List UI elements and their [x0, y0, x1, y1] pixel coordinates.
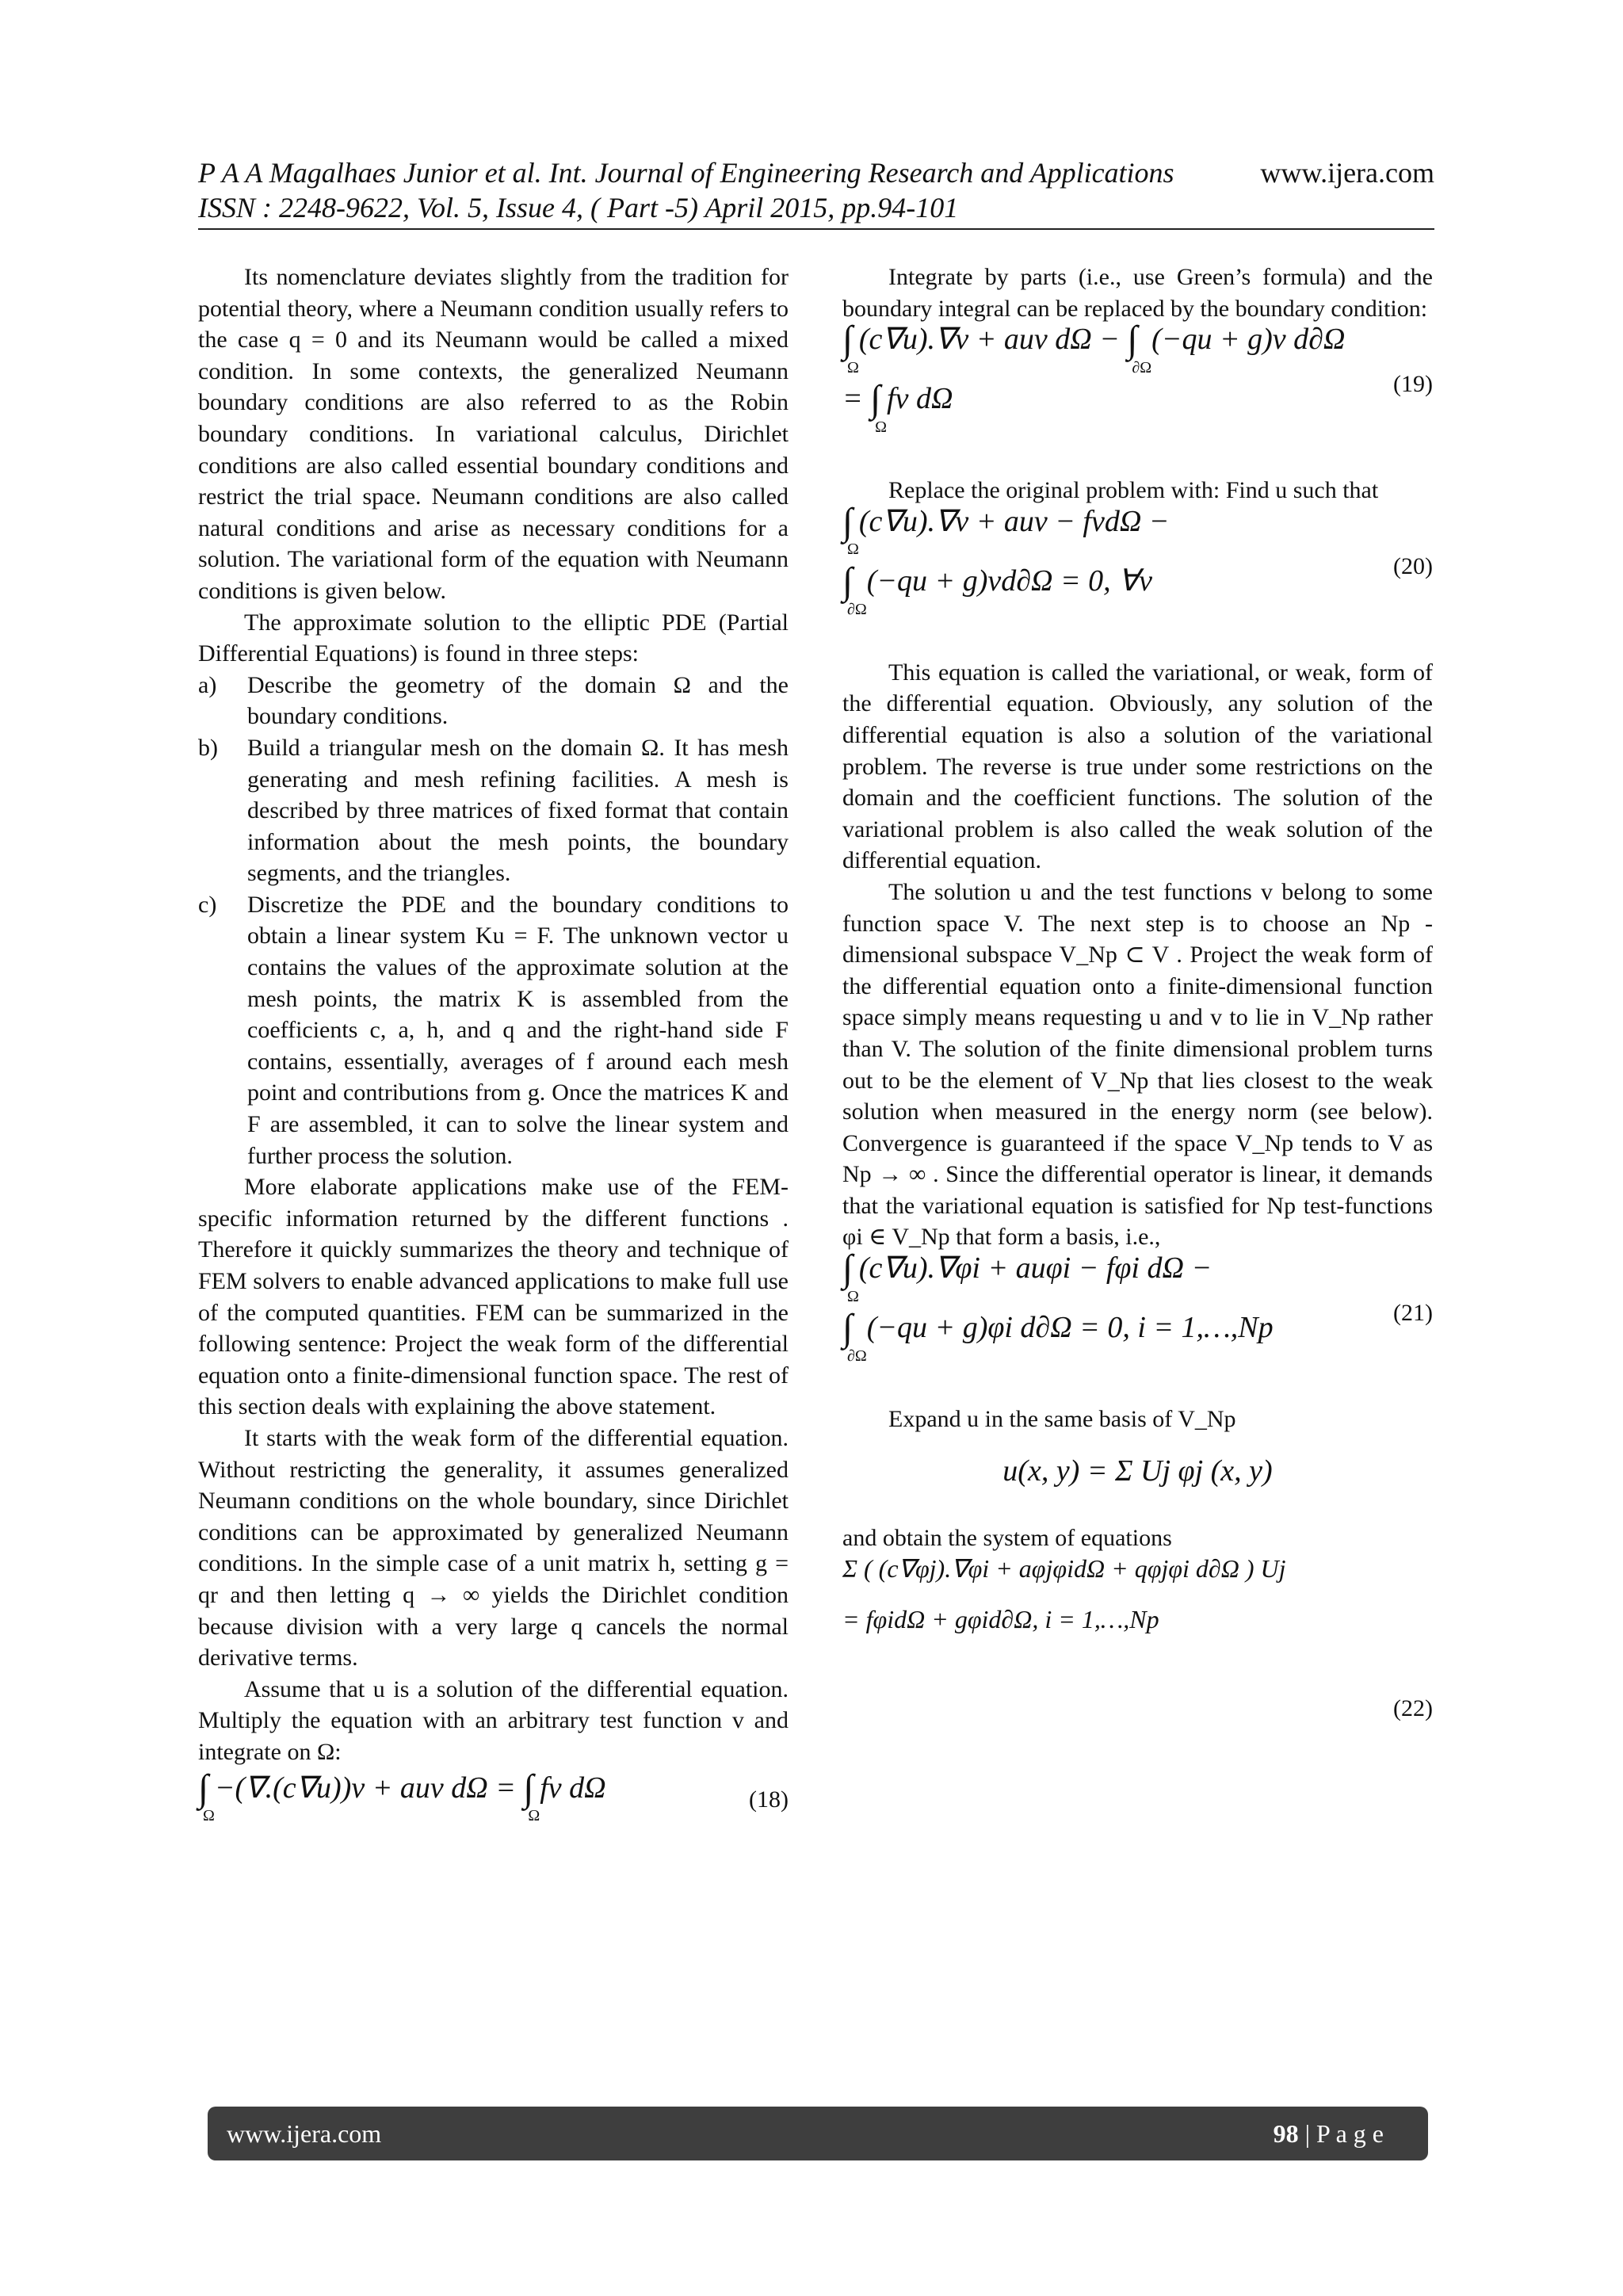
equation-number: (18) — [749, 1786, 789, 1813]
paragraph-variational-form: This equation is called the variational, or weak, form of the differential equation. Obviously, any solution of the differential equation is also a solution of the variational problem. The reverse is true under some restrictions on the domain and the coefficient functions. The solution of the variational problem is also called the weak solution of the differential equation. — [842, 659, 1433, 874]
equation-number: (21) — [1393, 1300, 1433, 1327]
paragraph-expand-u: Expand u in the same basis of V_Np — [888, 1406, 1236, 1433]
steps-list — [198, 670, 789, 1172]
footer-site-link[interactable]: www.ijera.com — [227, 2118, 382, 2148]
equation-18: ∫ Ω −(∇.(c∇u))v + auv dΩ = ∫ Ω fv dΩ (18) — [198, 1767, 789, 1825]
paragraph-approximate-solution: The approximate solution to the elliptic PDE (Partial Differential Equations) is found in three steps: — [198, 609, 789, 667]
left-column — [198, 262, 789, 1849]
equation-number: (19) — [1393, 371, 1433, 398]
header-divider — [198, 228, 1434, 230]
paragraph-system: and obtain the system of equations — [842, 1524, 1172, 1551]
equation-22: Σ ( (c∇φj).∇φi + aφjφidΩ + qφjφi d∂Ω ) Uj = fφidΩ + gφid∂Ω, i = 1,…,Np (22) — [842, 1553, 1433, 1728]
equation-expansion: u(x, y) = Σ Uj φj (x, y) — [1002, 1454, 1273, 1488]
integral-sign: ∫ — [523, 1767, 534, 1809]
equation-21: ∫ Ω (c∇u).∇φi + auφi − fφi dΩ − ∫ ∂Ω (−qu + g)φi d∂Ω = 0, i = 1,…,Np (21) — [842, 1247, 1433, 1365]
equation-20: ∫ Ω (c∇u).∇v + auv − fvdΩ − ∫ ∂Ω (−qu + g)vd∂Ω = 0, ∀v (20) — [842, 500, 1433, 618]
paragraph-function-space: The solution u and the test functions v belong to some function space V. The next step is to choose an Np -dimensional subspace V_Np ⊂ V . Project the weak form of the differential equation onto a finite-dimensional function space simply means requesting u and v to lie in V_Np rather than V. The solution of the finite dimensional problem turns out to be the element of V_Np that lies closest to the weak solution when measured in the energy norm (see below). Convergence is guaranteed if the space V_Np tends to V as Np → ∞ . Since the differential operator is linear, it demands that the variational equation is satisfied for Np test-functions φi ∈ V_Np that form a basis, i.e., — [842, 878, 1433, 1251]
equation-19: ∫ Ω (c∇u).∇v + auv dΩ − ∫ ∂Ω (−qu + g)v d∂Ω = ∫ Ω fv dΩ (19) — [842, 319, 1433, 436]
right-column — [842, 262, 1433, 1728]
list-item: c) Discretize the PDE and the boundary conditions to obtain a linear system Ku = F. The unknown vector u contains the values of the approximate solution at the mesh points, the matrix K is assembled from the coefficients c, a, h, and q and the right-hand side F contains, essentially, averages of f around each mesh point and contributions from g. Once the matrices K and F are assembled, it can to solve the linear system and further process the solution. — [198, 891, 789, 1169]
footer-bar — [208, 2107, 1428, 2160]
header-issn: ISSN : 2248-9622, Vol. 5, Issue 4, ( Part -5) April 2015, pp.94-101 — [198, 192, 959, 223]
integral-sign: ∫ — [198, 1767, 209, 1809]
paragraph-replace-problem: Replace the original problem with: Find u such that — [888, 477, 1379, 504]
header-site-link[interactable]: www.ijera.com — [1260, 157, 1434, 189]
list-item: b) Build a triangular mesh on the domain Ω. It has mesh generating and mesh refining facilities. A mesh is described by three matrices of fixed format that contain information about the mesh points, the boundary segments, and the triangles. — [198, 734, 789, 887]
paragraph-integrate-by-parts: Integrate by parts (i.e., use Green’s formula) and the boundary integral can be replaced by the boundary condition: — [842, 264, 1433, 322]
paragraph-fem-summary: More elaborate applications make use of the FEM-specific information returned by the different functions . Therefore it quickly summarizes the theory and technique of FEM solvers to enable advanced applications to make full use of the computed quantities. FEM can be summarized in the following sentence: Project the weak form of the differential equation onto a finite-dimensional function space. The rest of this section deals with explaining the above statement. — [198, 1174, 789, 1420]
list-item: a) Describe the geometry of the domain Ω and the boundary conditions. — [198, 671, 789, 730]
paragraph-weak-form: It starts with the weak form of the differential equation. Without restricting the generality, it assumes generalized Neumann conditions on the whole boundary, since Dirichlet conditions can be approximated by generalized Neumann conditions. In the simple case of a unit matrix h, setting g = qr and then letting q → ∞ yields the Dirichlet condition because division with a very large q cancels the normal derivative terms. — [198, 1424, 789, 1671]
paragraph-nomenclature: Its nomenclature deviates slightly from the tradition for potential theory, where a Neumann condition usually refers to the case q = 0 and its Neumann would be called a mixed condition. In some contexts, the generalized Neumann boundary conditions are also referred to as the Robin boundary conditions. In variational calculus, Dirichlet conditions are also called essential boundary conditions and restrict the trial space. Neumann conditions are also called natural conditions and arise as necessary conditions for a solution. The variational form of the equation with Neumann conditions is given below. — [198, 264, 789, 604]
page-number: 98 | P a g e — [1273, 2118, 1384, 2148]
running-header — [198, 155, 1434, 225]
equation-number: (22) — [1393, 1695, 1433, 1722]
equation-number: (20) — [1393, 552, 1433, 579]
header-citation: P A A Magalhaes Junior et al. Int. Journal of Engineering Research and Applications — [198, 157, 1174, 189]
paragraph-test-function: Assume that u is a solution of the differential equation. Multiply the equation with an arbitrary test function v and integrate on Ω: — [198, 1675, 789, 1765]
